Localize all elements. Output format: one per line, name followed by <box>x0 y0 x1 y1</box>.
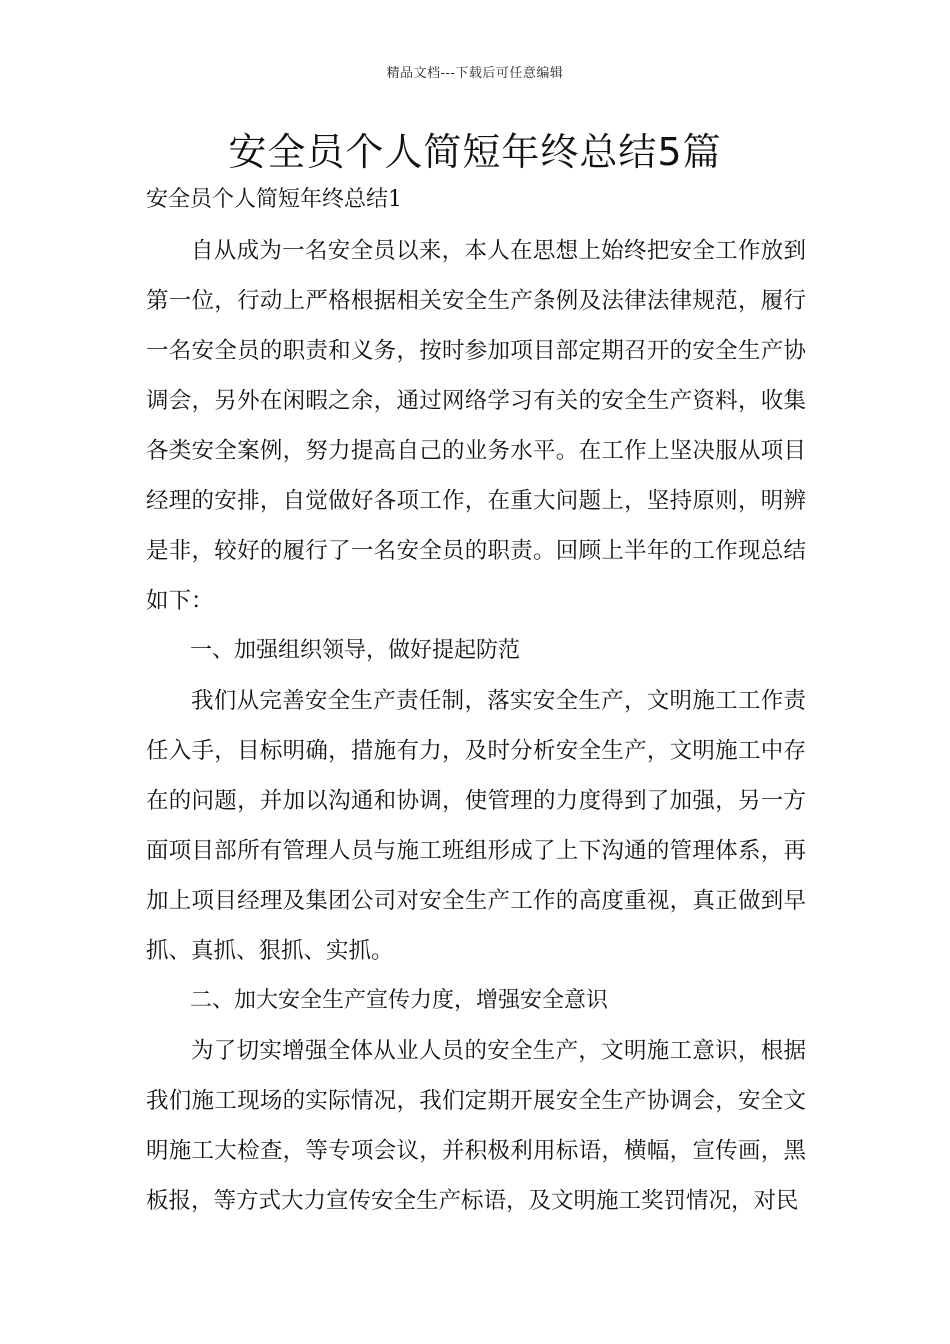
heading-organization: 一、加强组织领导，做好提起防范 <box>190 638 521 663</box>
heading-publicity: 二、加大安全生产宣传力度，增强安全意识 <box>190 988 609 1013</box>
paragraph-publicity: 为了切实增强全体从业人员的安全生产，文明施工意识，根据我们施工现场的实际情况，我们定期开展安全生产协调会，安全文明施工大检查，等专项会议，并积极利用标语，横幅，宣传画，黑板报，等方式大力宣传安全生产标语，及文明施工奖罚情况，对民 <box>146 1038 806 1214</box>
body-text <box>146 226 806 1226</box>
section-subtitle: 安全员个人简短年终总结1 <box>146 187 402 212</box>
paragraph-organization: 我们从完善安全生产责任制，落实安全生产，文明施工工作责任入手，目标明确，措施有力，及时分析安全生产，文明施工中存在的问题，并加以沟通和协调，使管理的力度得到了加强，另一方面项目部所有管理人员与施工班组形成了上下沟通的管理体系，再加上项目经理及集团公司对安全生产工作的高度重视，真正做到早抓、真抓、狠抓、实抓。 <box>146 688 806 964</box>
paragraph-intro: 自从成为一名安全员以来，本人在思想上始终把安全工作放到第一位，行动上严格根据相关安全生产条例及法律法律规范，履行一名安全员的职责和义务，按时参加项目部定期召开的安全生产协调会，另外在闲暇之余，通过网络学习有关的安全生产资料，收集各类安全案例，努力提高自己的业务水平。在工作上坚决服从项目经理的安排，自觉做好各项工作，在重大问题上，坚持原则，明辨是非，较好的履行了一名安全员的职责。回顾上半年的工作现总结如下： <box>146 238 806 614</box>
document-title: 安全员个人简短年终总结5篇 <box>228 130 722 174</box>
page-header: 精品文档---下载后可任意编辑 <box>386 66 564 81</box>
